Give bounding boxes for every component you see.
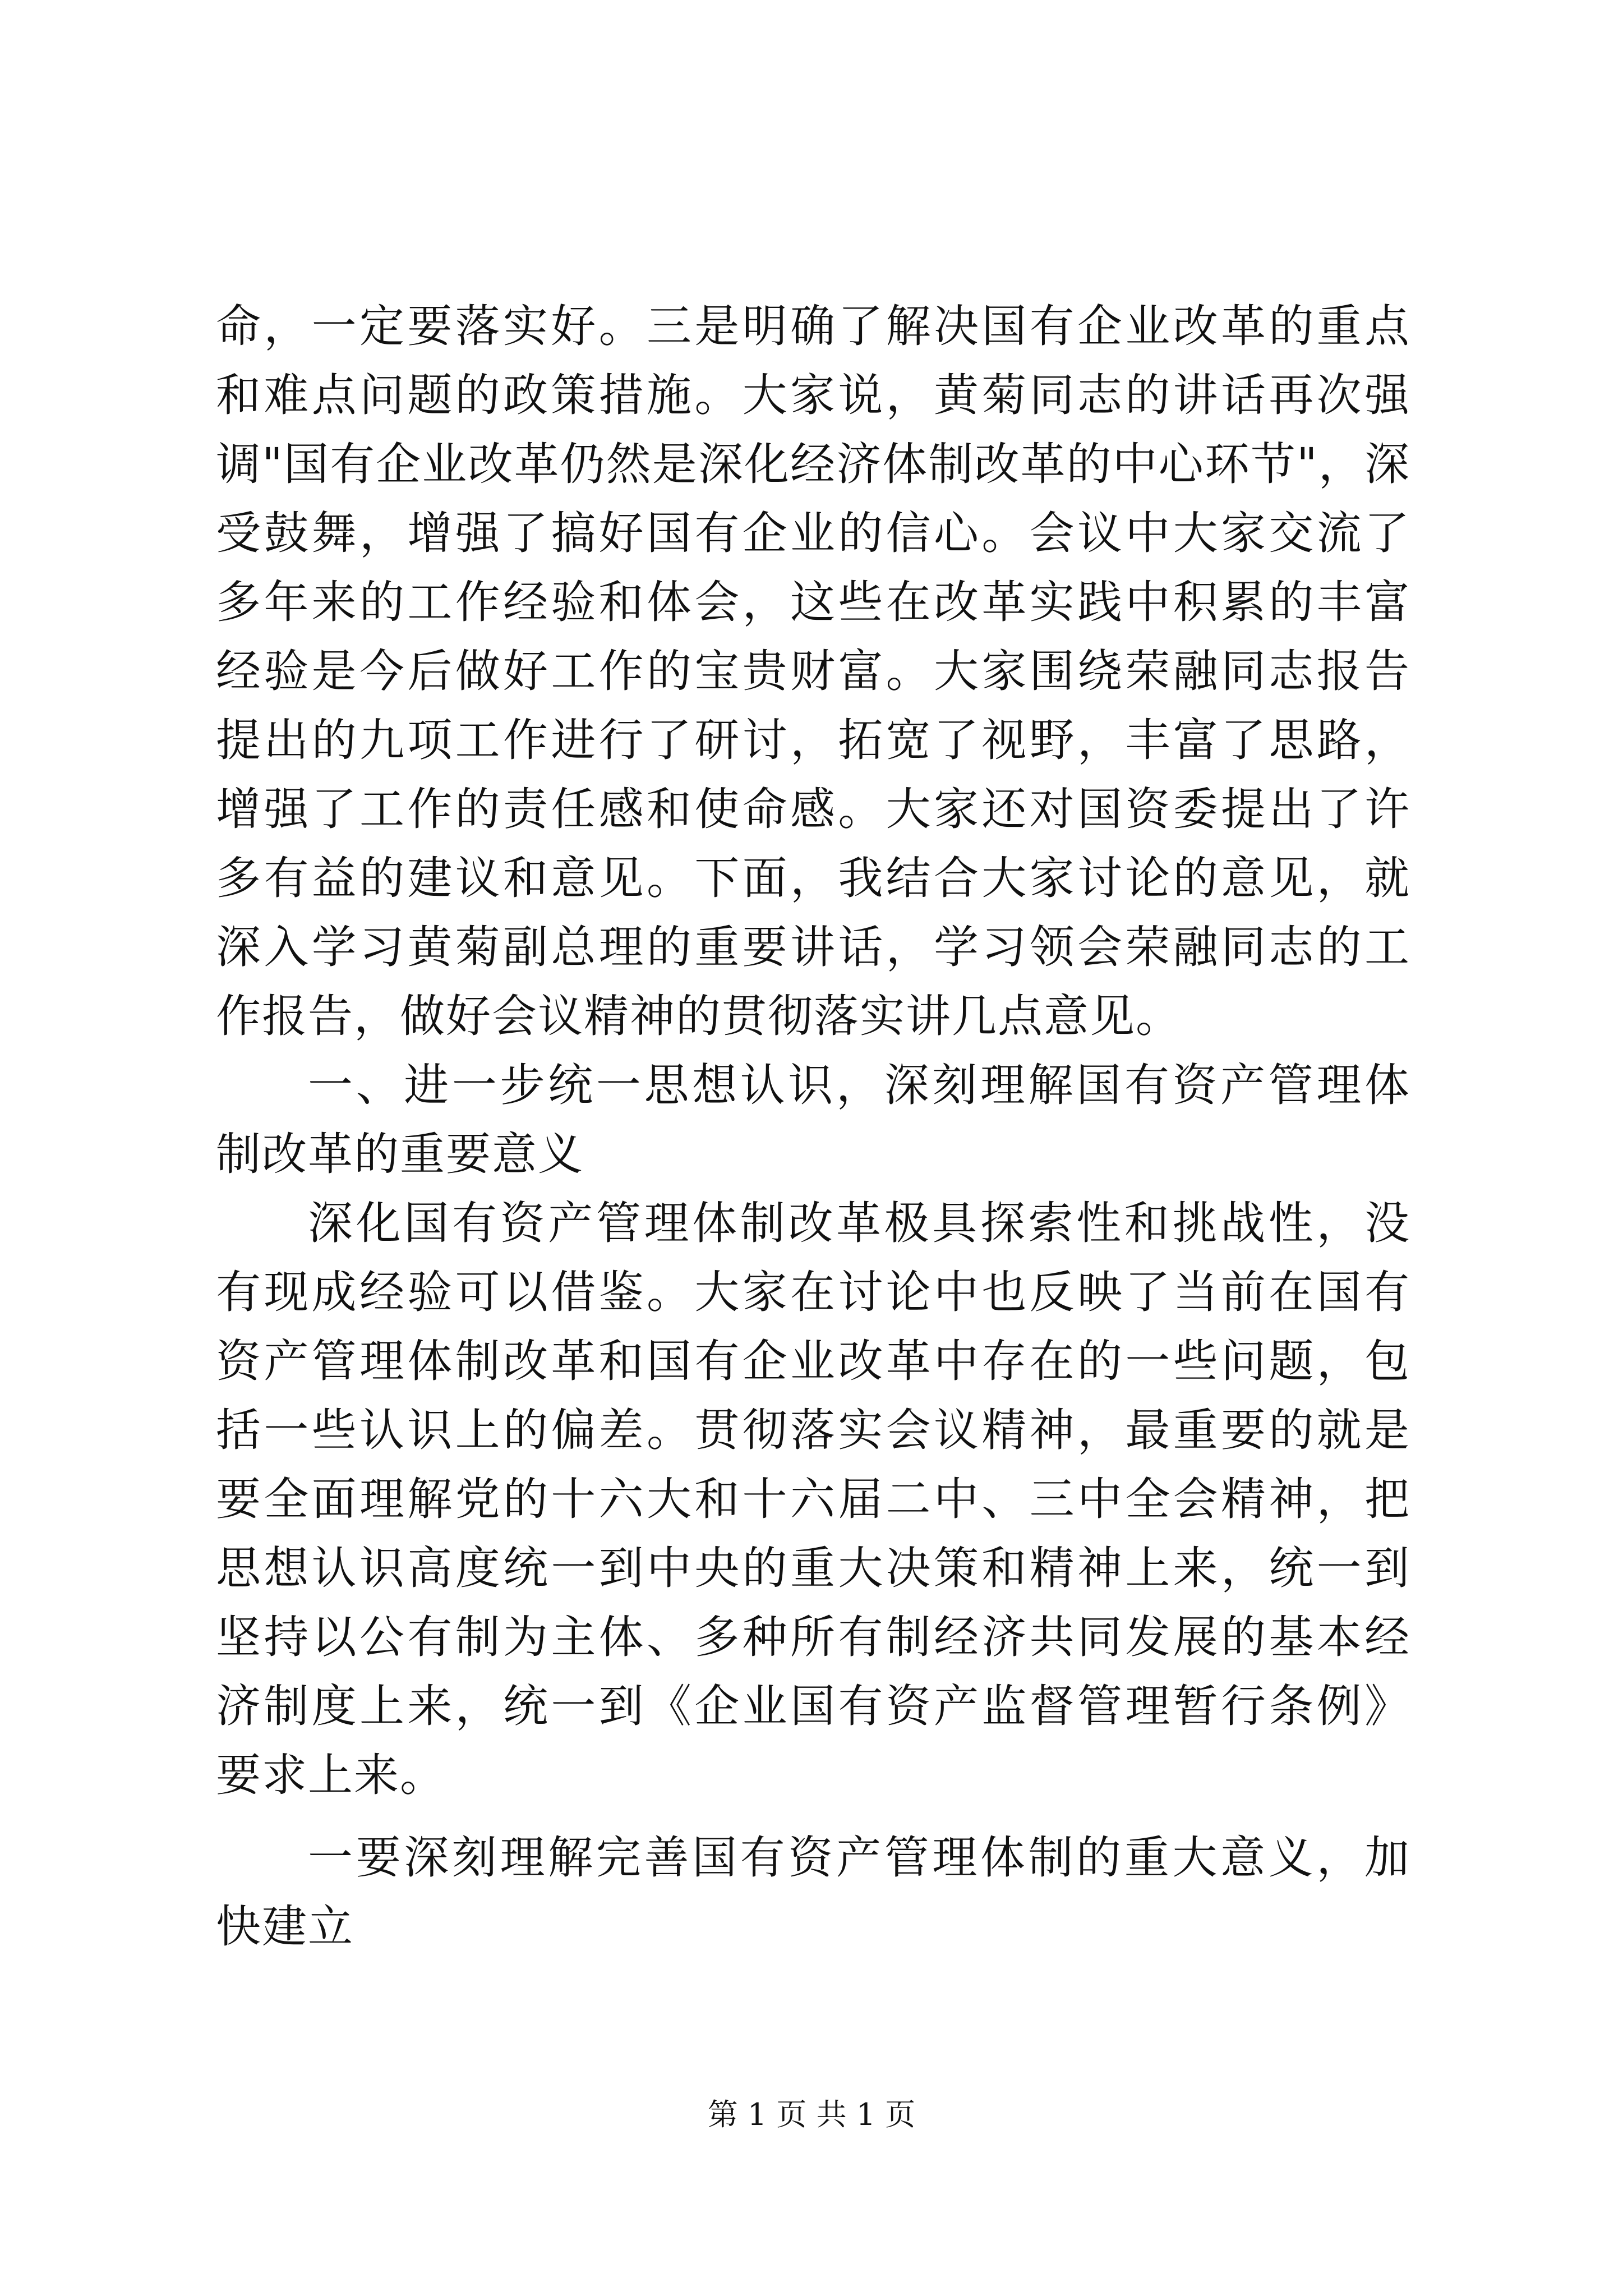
paragraph: 深化国有资产管理体制改革极具探索性和挑战性，没有现成经验可以借鉴。大家在讨论中也反映了当前在国有资产管理体制改革和国有企业改革中存在的一些问题，包括一些认识上的偏差。贯彻落实会议精神，最重要的就是要全面理解党的十六大和十六届二中、三中全会精神，把思想认识高度统一到中央的重大决策和精神上来，统一到坚持以公有制为主体、多种所有制经济共同发展的基本经济制度上来，统一到《企业国有资产监督管理暂行条例》要求上来。 [216,1197,1410,1801]
paragraph: 一要深刻理解完善国有资产管理体制的重大意义，加快建立 [216,1832,1410,1953]
page-footer: 第 1 页 共 1 页 [707,2097,916,2132]
paragraph-continuation: 命，一定要落实好。三是明确了解决国有企业改革的重点和难点问题的政策措施。大家说，黄菊同志的讲话再次强调"国有企业改革仍然是深化经济体制改革的中心环节"，深受鼓舞，增强了搞好国有企业的信心。会议中大家交流了多年来的工作经验和体会，这些在改革实践中积累的丰富经验是今后做好工作的宝贵财富。大家围绕荣融同志报告提出的九项工作进行了研讨，拓宽了视野，丰富了思路，增强了工作的责任感和使命感。大家还对国资委提出了许多有益的建议和意见。下面，我结合大家讨论的意见，就深入学习黄菊副总理的重要讲话，学习领会荣融同志的工作报告，做好会议精神的贯彻落实讲几点意见。 [216,300,1410,1042]
section-heading: 一、进一步统一思想认识，深刻理解国有资产管理体制改革的重要意义 [216,1059,1410,1180]
document-body [216,292,1410,1961]
